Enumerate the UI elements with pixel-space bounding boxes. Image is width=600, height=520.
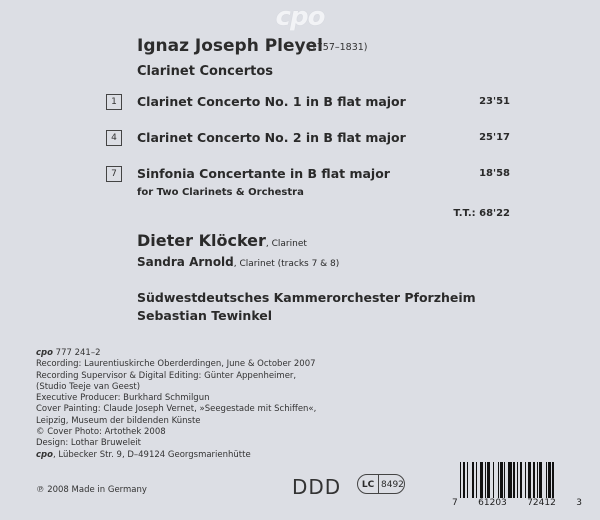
track-number: 7 [106,166,122,182]
barcode-bar [548,462,551,498]
cpo-small-logo: cpo [36,348,53,358]
barcode-bar [537,462,538,498]
work-duration: 23'51 [479,96,510,107]
credit-line: Cover Painting: Claude Joseph Vernet, »Seegestade mit Schiffen«, [36,404,317,415]
credit-line: (Studio Teeje van Geest) [36,381,141,392]
credit-line: Leipzig, Museum der bildenden Künste [36,415,201,426]
barcode-bar [485,462,486,498]
cpo-small-logo: cpo [36,449,53,460]
barcode-digit-group: 7 [452,498,458,508]
barcode-bar [533,462,536,498]
work-duration: 18'58 [479,168,510,179]
barcode-digit-group: 61203 [478,498,507,508]
composer-name: Ignaz Joseph Pleyel [137,36,323,56]
barcode-bar [460,462,461,498]
barcode-bar [517,462,518,498]
ddd-code: DDD [292,475,342,499]
cpo-logo: cpo [275,2,325,32]
barcode-bar [546,462,547,498]
conductor-name: Sebastian Tewinkel [137,308,273,323]
performer-2 [137,255,339,269]
lc-label: LC [358,475,379,493]
credit-line: Executive Producer: Burkhard Schmilgun [36,393,210,404]
barcode-bar [500,462,503,498]
barcode-bar [480,462,484,498]
barcode-bar [525,462,526,498]
lc-number: 8492 [381,480,404,490]
barcode-bar [472,462,475,498]
total-time: T.T.: 68'22 [453,208,510,219]
barcode-bar [467,462,468,498]
performer-name: Sandra Arnold [137,255,234,269]
work-subtitle: for Two Clarinets & Orchestra [137,187,304,198]
label-code-badge [357,474,405,494]
album-subtitle: Clarinet Concertos [137,64,273,79]
catalog-line [36,348,356,359]
barcode-digit-group: 3 [576,498,582,508]
performer-role: , Clarinet [265,239,307,249]
barcode-bar [552,462,553,498]
barcode-bar [513,462,514,498]
barcode-digit-group: 72412 [527,498,556,508]
catalog-number: 777 241–2 [52,348,101,358]
composer-dates: (1757–1831) [307,42,368,53]
work-title: Clarinet Concerto No. 1 in B flat major [137,94,406,109]
credit-line: © Cover Photo: Artothek 2008 [36,427,166,438]
barcode-bars [460,462,576,498]
barcode-bar [528,462,532,498]
performer-role: , Clarinet (tracks 7 & 8) [233,259,340,269]
credit-line: Recording: Laurentiuskirche Oberderdingen, June & October 2007 [36,359,316,370]
credit-line: Design: Lothar Bruweleit [36,438,142,449]
work-title: Sinfonia Concertante in B flat major [137,166,390,181]
work-title: Clarinet Concerto No. 2 in B flat major [137,130,406,145]
performer-1 [137,231,307,250]
orchestra-name: Südwestdeutsches Kammerorchester Pforzheim [137,290,476,305]
address-line [36,450,356,461]
barcode-bar [539,462,542,498]
copyright-line: ℗ 2008 Made in Germany [36,485,147,495]
track-number: 4 [106,130,122,146]
barcode-bar [463,462,466,498]
work-duration: 25'17 [479,132,510,143]
address-text: , Lübecker Str. 9, D–49124 Georgsmarienhütte [52,449,251,460]
credits-block [36,348,356,461]
credit-line: Recording Supervisor & Digital Editing: Günter Appenheimer, [36,370,297,381]
barcode-bar [508,462,512,498]
barcode-bar [498,462,499,498]
barcode-bar [487,462,490,498]
barcode-bar [504,462,505,498]
track-number: 1 [106,94,122,110]
barcode-digits [452,498,582,508]
barcode-bar [493,462,494,498]
performer-name: Dieter Klöcker [137,231,266,250]
barcode-bar [520,462,523,498]
barcode-bar [476,462,477,498]
